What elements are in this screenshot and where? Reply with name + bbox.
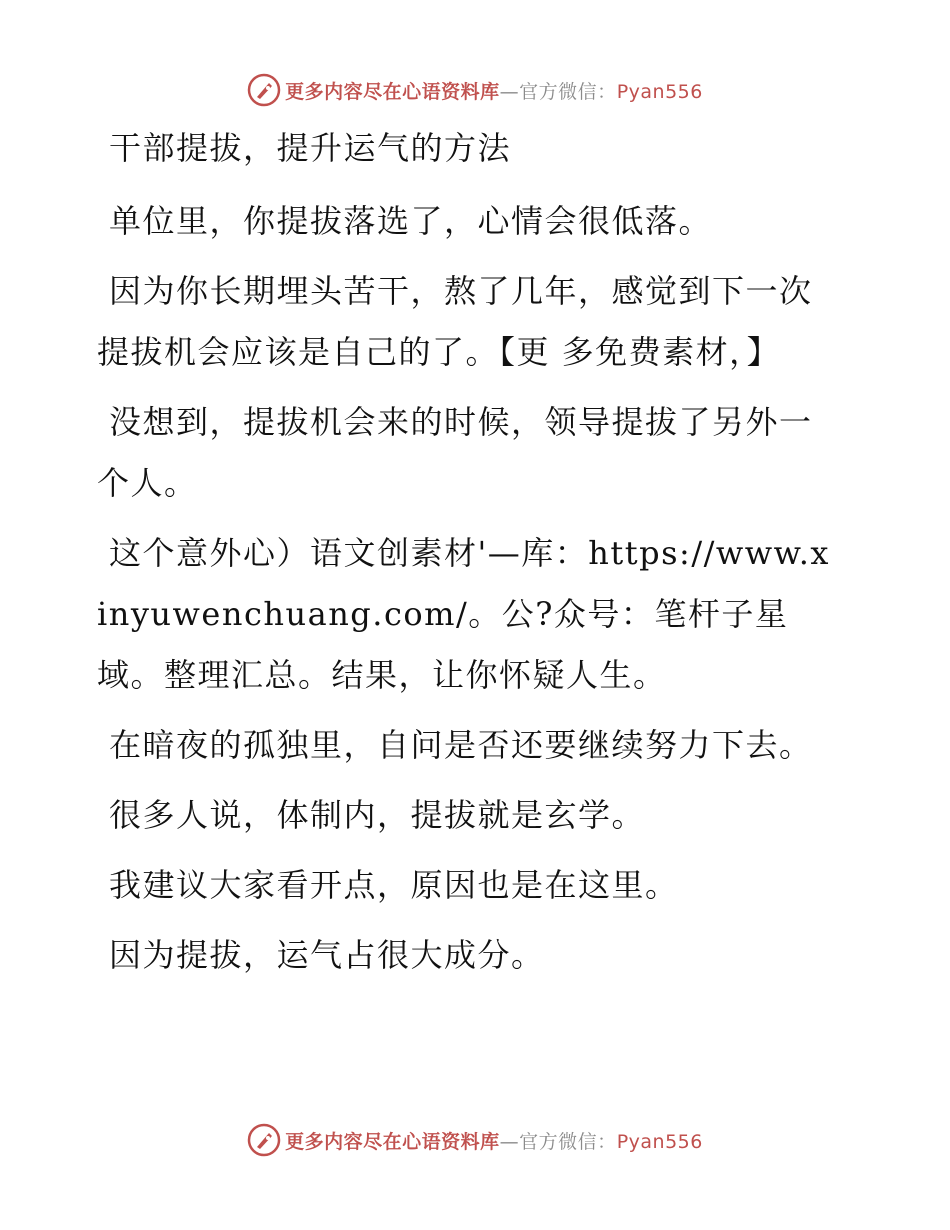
watermark-wechat-label: 官方微信： — [519, 1130, 617, 1153]
watermark-wechat-id: Pyan556 — [616, 80, 703, 103]
paragraph: 因为提拔，运气占很大成分。 — [109, 936, 545, 974]
watermark-wechat-id: Pyan556 — [616, 1130, 703, 1153]
document-body — [97, 118, 837, 995]
paragraph: 在暗夜的孤独里，自问是否还要继续努力下去。 — [109, 726, 813, 764]
paragraph: 很多人说，体制内，提拔就是玄学。 — [109, 796, 646, 834]
paragraph: 因为你长期埋头苦干，熬了几年，感觉到下一次提拔机会应该是自己的了。【更 多免费素材，】 — [97, 272, 813, 371]
watermark-dash: — — [499, 80, 520, 103]
watermark-brand: 更多内容尽在心语资料库 — [285, 1130, 500, 1153]
pen-nib-logo-icon — [247, 1123, 281, 1157]
document-title: 干部提拔，提升运气的方法 — [109, 129, 512, 167]
pen-nib-logo-icon — [247, 73, 281, 107]
watermark-text — [285, 77, 703, 104]
footer-watermark — [0, 1120, 950, 1160]
paragraph: 我建议大家看开点，原因也是在这里。 — [109, 866, 679, 904]
paragraph: 没想到，提拔机会来的时候，领导提拔了另外一个人。 — [97, 403, 813, 502]
watermark-text — [285, 1127, 703, 1154]
watermark-dash: — — [499, 1130, 520, 1153]
paragraph: 单位里，你提拔落选了，心情会很低落。 — [109, 202, 713, 240]
paragraph: 这个意外心）语文创素材'—库：https://www.xinyuwenchuang.com/。公?众号：笔杆子星域。整理汇总。结果，让你怀疑人生。 — [97, 534, 830, 694]
header-watermark — [0, 70, 950, 110]
watermark-wechat-label: 官方微信： — [519, 80, 617, 103]
watermark-brand: 更多内容尽在心语资料库 — [285, 80, 500, 103]
